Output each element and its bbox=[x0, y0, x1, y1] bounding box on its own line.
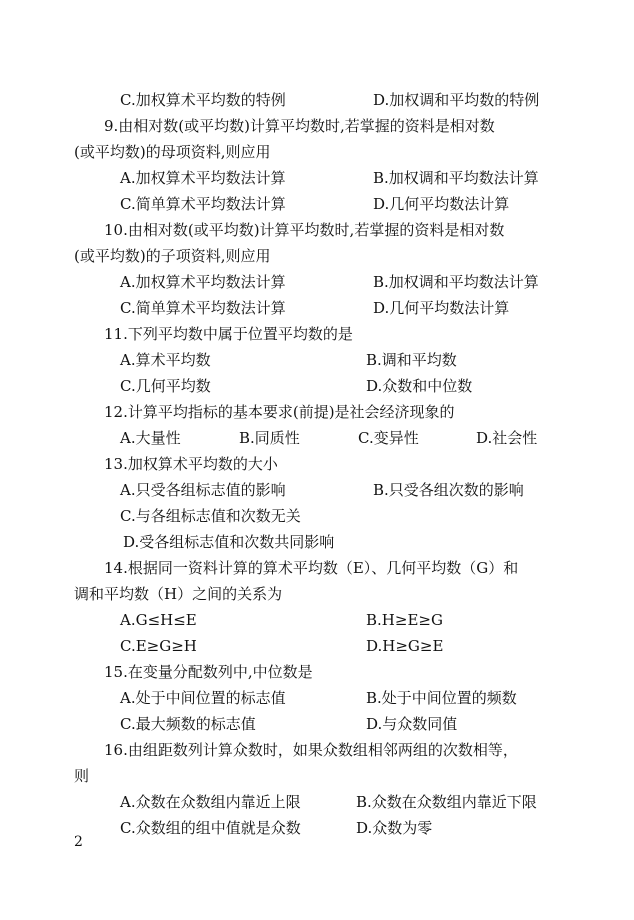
q9-stem-cont: (或平均数)的母项资料,则应用 bbox=[74, 143, 271, 161]
q11-option-c: C.几何平均数 bbox=[120, 377, 211, 395]
q10-option-b: B.加权调和平均数法计算 bbox=[373, 273, 539, 291]
q16-option-c: C.众数组的组中值就是众数 bbox=[120, 819, 301, 837]
q16-option-b: B.众数在众数组内靠近下限 bbox=[356, 793, 537, 811]
q15-option-a: A.处于中间位置的标志值 bbox=[120, 689, 286, 707]
q13-stem: 13.加权算术平均数的大小 bbox=[104, 455, 278, 473]
q14-stem: 14.根据同一资料计算的算术平均数（E）、几何平均数（G）和 bbox=[104, 559, 519, 577]
page-number: 2 bbox=[74, 834, 83, 850]
q9-option-d: D.几何平均数法计算 bbox=[373, 195, 510, 213]
q14-option-c: C.E≥G≥H bbox=[120, 637, 197, 655]
q12-option-a: A.大量性 bbox=[120, 429, 181, 447]
q10-stem: 10.由相对数(或平均数)计算平均数时,若掌握的资料是相对数 bbox=[104, 221, 505, 239]
q8-option-c: C.加权算术平均数的特例 bbox=[120, 91, 286, 109]
q10-stem-cont: (或平均数)的子项资料,则应用 bbox=[74, 247, 271, 265]
q14-option-b: B.H≥E≥G bbox=[366, 611, 443, 629]
q10-option-d: D.几何平均数法计算 bbox=[373, 299, 510, 317]
q13-option-c: C.与各组标志值和次数无关 bbox=[120, 507, 301, 525]
q11-stem: 11.下列平均数中属于位置平均数的是 bbox=[104, 325, 353, 343]
q12-stem: 12.计算平均指标的基本要求(前提)是社会经济现象的 bbox=[104, 403, 455, 421]
q10-option-a: A.加权算术平均数法计算 bbox=[120, 273, 286, 291]
q16-option-a: A.众数在众数组内靠近上限 bbox=[120, 793, 301, 811]
q10-option-c: C.简单算术平均数法计算 bbox=[120, 299, 286, 317]
q12-option-d: D.社会性 bbox=[476, 429, 538, 447]
q16-option-d: D.众数为零 bbox=[356, 819, 433, 837]
q12-option-b: B.同质性 bbox=[239, 429, 300, 447]
q14-option-d: D.H≥G≥E bbox=[366, 637, 444, 655]
q11-option-a: A.算术平均数 bbox=[120, 351, 211, 369]
q13-option-b: B.只受各组次数的影响 bbox=[373, 481, 524, 499]
q14-option-a: A.G≤H≤E bbox=[120, 611, 197, 629]
q9-option-c: C.简单算术平均数法计算 bbox=[120, 195, 286, 213]
q14-stem-cont: 调和平均数（H）之间的关系为 bbox=[74, 585, 283, 603]
q13-option-d: D.受各组标志值和次数共同影响 bbox=[123, 533, 335, 551]
q9-option-b: B.加权调和平均数法计算 bbox=[373, 169, 539, 187]
q15-option-b: B.处于中间位置的频数 bbox=[366, 689, 517, 707]
q11-option-d: D.众数和中位数 bbox=[366, 377, 473, 395]
q8-option-d: D.加权调和平均数的特例 bbox=[373, 91, 540, 109]
q16-stem: 16.由组距数列计算众数时，如果众数组相邻两组的次数相等， bbox=[104, 741, 518, 759]
q11-option-b: B.调和平均数 bbox=[366, 351, 457, 369]
q15-option-d: D.与众数同值 bbox=[366, 715, 458, 733]
q12-option-c: C.变异性 bbox=[358, 429, 419, 447]
q16-stem-cont: 则 bbox=[74, 767, 90, 785]
q13-option-a: A.只受各组标志值的影响 bbox=[120, 481, 286, 499]
q15-stem: 15.在变量分配数列中,中位数是 bbox=[104, 663, 313, 681]
q9-stem: 9.由相对数(或平均数)计算平均数时,若掌握的资料是相对数 bbox=[104, 117, 495, 135]
q15-option-c: C.最大频数的标志值 bbox=[120, 715, 256, 733]
q9-option-a: A.加权算术平均数法计算 bbox=[120, 169, 286, 187]
